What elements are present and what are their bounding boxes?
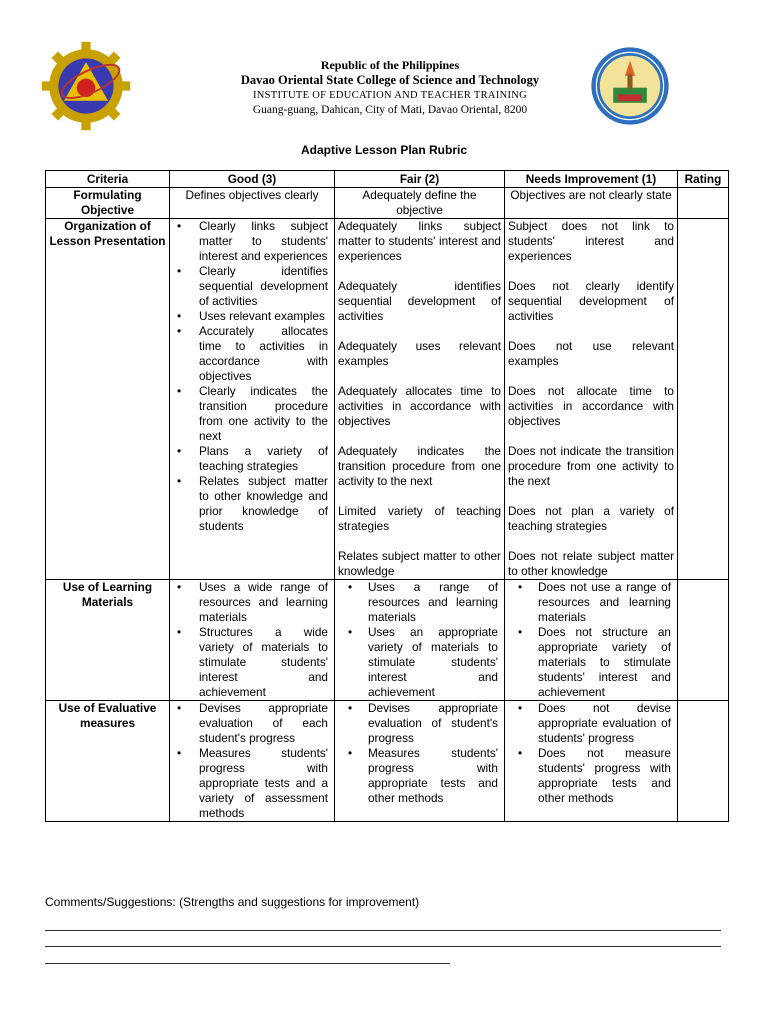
list-item: Does not allocate time to activities in accordance with objectives xyxy=(508,384,674,428)
list-item: • Plans a variety of teaching strategies xyxy=(199,444,328,474)
rubric-table xyxy=(45,170,729,822)
list-item: • Clearly links subject matter to students' interest and experiences xyxy=(199,219,328,264)
list-item: Adequately identifies sequential development of activities xyxy=(338,279,501,323)
list-item: • Clearly indicates the transition procedure from one activity to the next xyxy=(199,384,328,444)
col-header-needs-improvement: Needs Improvement (1) xyxy=(505,171,678,188)
list-item: • Does not devise appropriate evaluation of students' progress xyxy=(538,701,671,746)
header-line-address: Guang-guang, Dahican, City of Mati, Davao Oriental, 8200 xyxy=(252,104,528,116)
table-row xyxy=(46,701,729,822)
list-item: • Clearly identifies sequential development of activities xyxy=(199,264,328,309)
fair-cell xyxy=(335,701,505,822)
list-item: • Devises appropriate evaluation of student's progress xyxy=(368,701,498,746)
list-item: • Structures a wide variety of materials to stimulate students' interest and achievement xyxy=(199,625,328,700)
table-header-row xyxy=(46,171,729,188)
list-item: Does not use relevant examples xyxy=(508,339,674,368)
comment-line[interactable] xyxy=(45,963,450,964)
col-header-criteria: Criteria xyxy=(46,171,170,188)
list-item: Does not relate subject matter to other knowledge xyxy=(508,549,674,578)
list-item: Adequately indicates the transition procedure from one activity to the next xyxy=(338,444,501,488)
list-item: • Uses relevant examples xyxy=(199,309,328,324)
rating-cell[interactable] xyxy=(678,580,729,701)
criteria-cell: Use of Evaluative measures xyxy=(46,701,170,822)
fair-cell xyxy=(335,219,505,580)
list-item: • Does not use a range of resources and learning materials xyxy=(538,580,671,625)
list-item: Does not plan a variety of teaching strategies xyxy=(508,504,674,533)
comment-line[interactable] xyxy=(45,930,721,931)
rubric-title: Adaptive Lesson Plan Rubric xyxy=(300,143,468,157)
table-row xyxy=(46,188,729,219)
good-cell xyxy=(170,219,335,580)
list-item: • Does not structure an appropriate variety of materials to stimulate students' interest and achievement xyxy=(538,625,671,700)
list-item: • Relates subject matter to other knowledge and prior knowledge of students xyxy=(199,474,328,534)
criteria-cell: Use of Learning Materials xyxy=(46,580,170,701)
list-item: • Measures students' progress with appropriate tests and other methods xyxy=(368,746,498,806)
needs-cell: Objectives are not clearly state xyxy=(505,188,678,219)
gear-seal-logo-icon xyxy=(40,40,132,132)
col-header-rating: Rating xyxy=(678,171,729,188)
table-row xyxy=(46,219,729,580)
list-item: Relates subject matter to other knowledge xyxy=(338,549,501,578)
header-line-institute: INSTITUTE OF EDUCATION AND TEACHER TRAINING xyxy=(252,90,528,101)
list-item: • Does not measure students' progress with appropriate tests and other methods xyxy=(538,746,671,806)
list-item: Adequately uses relevant examples xyxy=(338,339,501,368)
needs-cell xyxy=(505,219,678,580)
rating-cell[interactable] xyxy=(678,219,729,580)
fair-cell xyxy=(335,580,505,701)
list-item: Limited variety of teaching strategies xyxy=(338,504,501,533)
list-item: • Devises appropriate evaluation of each student's progress xyxy=(199,701,328,746)
document-header xyxy=(0,0,768,125)
good-cell: Defines objectives clearly xyxy=(170,188,335,219)
comment-line[interactable] xyxy=(45,946,721,947)
needs-cell xyxy=(505,580,678,701)
col-header-fair: Fair (2) xyxy=(335,171,505,188)
list-item: Adequately links subject matter to students' interest and experiences xyxy=(338,219,501,263)
criteria-cell: Organization of Lesson Presentation xyxy=(46,219,170,580)
rating-cell[interactable] xyxy=(678,188,729,219)
list-item: • Uses an appropriate variety of materials to stimulate students' interest and achievement xyxy=(368,625,498,700)
list-item: Adequately allocates time to activities in accordance with objectives xyxy=(338,384,501,428)
header-line-college: Davao Oriental State College of Science and Technology xyxy=(240,73,540,87)
good-cell xyxy=(170,701,335,822)
criteria-cell: Formulating Objective xyxy=(46,188,170,219)
list-item: • Uses a wide range of resources and learning materials xyxy=(199,580,328,625)
list-item: • Accurately allocates time to activities in accordance with objectives xyxy=(199,324,328,384)
list-item: • Uses a range of resources and learning materials xyxy=(368,580,498,625)
list-item: Subject does not link to students' interest and experiences xyxy=(508,219,674,263)
list-item: • Measures students' progress with appropriate tests and a variety of assessment methods xyxy=(199,746,328,821)
table-row xyxy=(46,580,729,701)
list-item: Does not indicate the transition procedure from one activity to the next xyxy=(508,444,674,488)
needs-cell xyxy=(505,701,678,822)
header-line-republic: Republic of the Philippines xyxy=(320,58,460,72)
college-seal-logo-icon xyxy=(588,44,672,128)
col-header-good: Good (3) xyxy=(170,171,335,188)
comments-label: Comments/Suggestions: (Strengths and suggestions for improvement) xyxy=(45,895,420,909)
list-item: Does not clearly identify sequential development of activities xyxy=(508,279,674,323)
good-cell xyxy=(170,580,335,701)
fair-cell: Adequately define the objective xyxy=(335,188,505,219)
rating-cell[interactable] xyxy=(678,701,729,822)
